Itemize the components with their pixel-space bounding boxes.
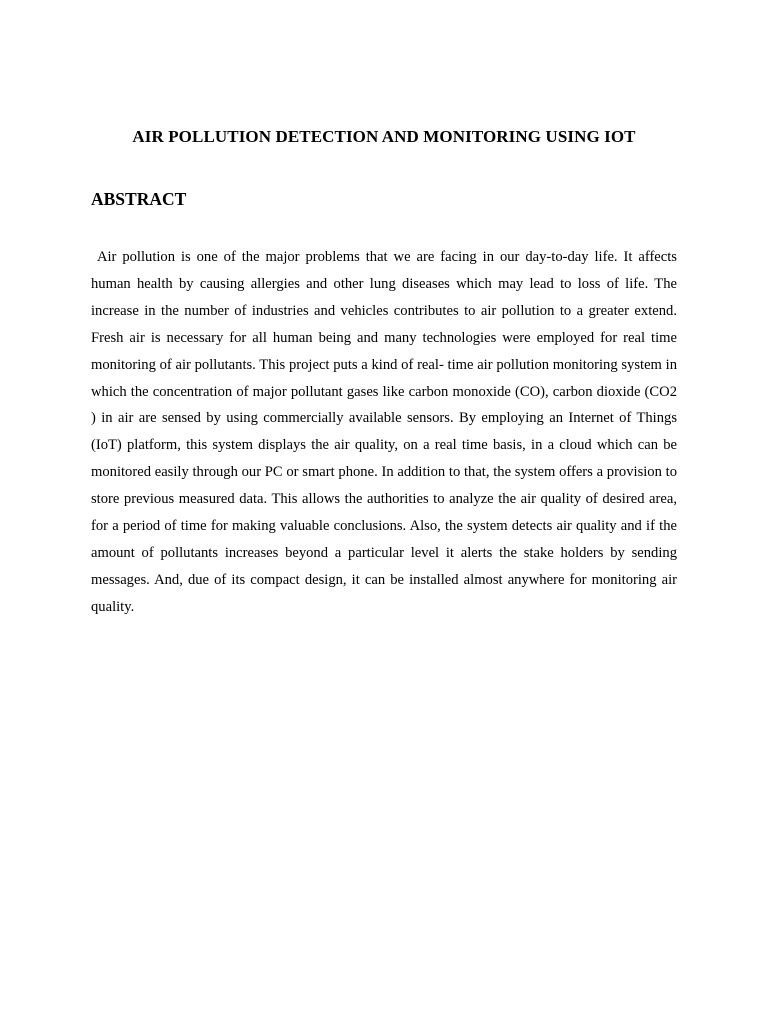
abstract-paragraph: Air pollution is one of the major problems that we are facing in our day-to-day life. It affects human health by causing allergies and other lung diseases which may lead to loss of life. The increase in the number of industries and vehicles contributes to air pollution to a greater extend. Fresh air is necessary for all human being and many technologies were employed for real time monitoring of air pollutants. This project puts a kind of real- time air pollution monitoring system in which the concentration of major pollutant gases like carbon monoxide (CO), carbon dioxide (CO2 ) in air are sensed by using commercially available sensors. By employing an Internet of Things (IoT) platform, this system displays the air quality, on a real time basis, in a cloud which can be monitored easily through our PC or smart phone. In addition to that, the system offers a provision to store previous measured data. This allows the authorities to analyze the air quality of desired area, for a period of time for making valuable conclusions. Also, the system detects air quality and if the amount of pollutants increases beyond a particular level it alerts the stake holders by sending messages. And, due of its compact design, it can be installed almost anywhere for monitoring air quality. xyxy=(91,249,681,615)
abstract-heading: ABSTRACT xyxy=(91,189,187,209)
document-title: AIR POLLUTION DETECTION AND MONITORING USING IOT xyxy=(132,127,636,146)
